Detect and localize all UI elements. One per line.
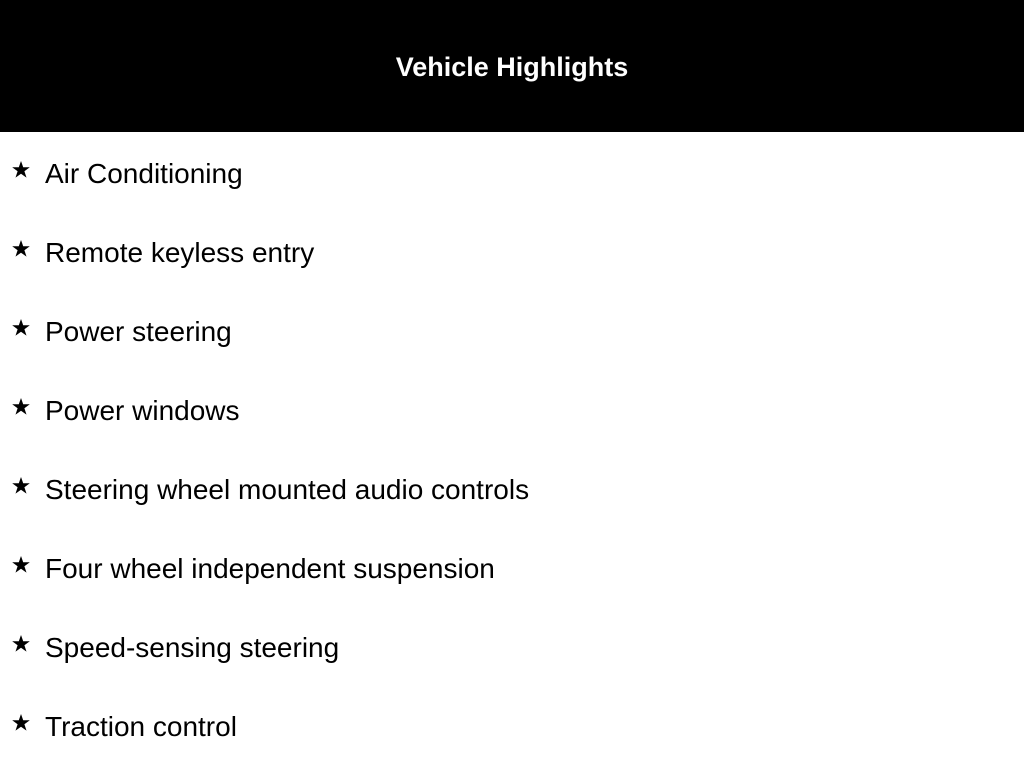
page-title: Vehicle Highlights (395, 51, 629, 82)
feature-label: Steering wheel mounted audio controls (45, 474, 530, 505)
feature-label: Power steering (45, 316, 232, 347)
feature-label: Traction control (45, 711, 237, 742)
star-icon (11, 634, 31, 654)
feature-label: Speed-sensing steering (45, 632, 340, 663)
feature-label: Remote keyless entry (45, 237, 315, 268)
star-icon (11, 318, 31, 338)
star-icon (11, 397, 31, 417)
star-icon (11, 555, 31, 575)
feature-label: Air Conditioning (45, 158, 243, 189)
star-icon (11, 713, 31, 733)
star-icon (11, 239, 31, 259)
feature-label: Power windows (45, 395, 240, 426)
star-icon (11, 476, 31, 496)
feature-list (0, 132, 1024, 768)
feature-label: Four wheel independent suspension (45, 553, 495, 584)
star-icon (11, 160, 31, 180)
header-bar (0, 0, 1024, 132)
